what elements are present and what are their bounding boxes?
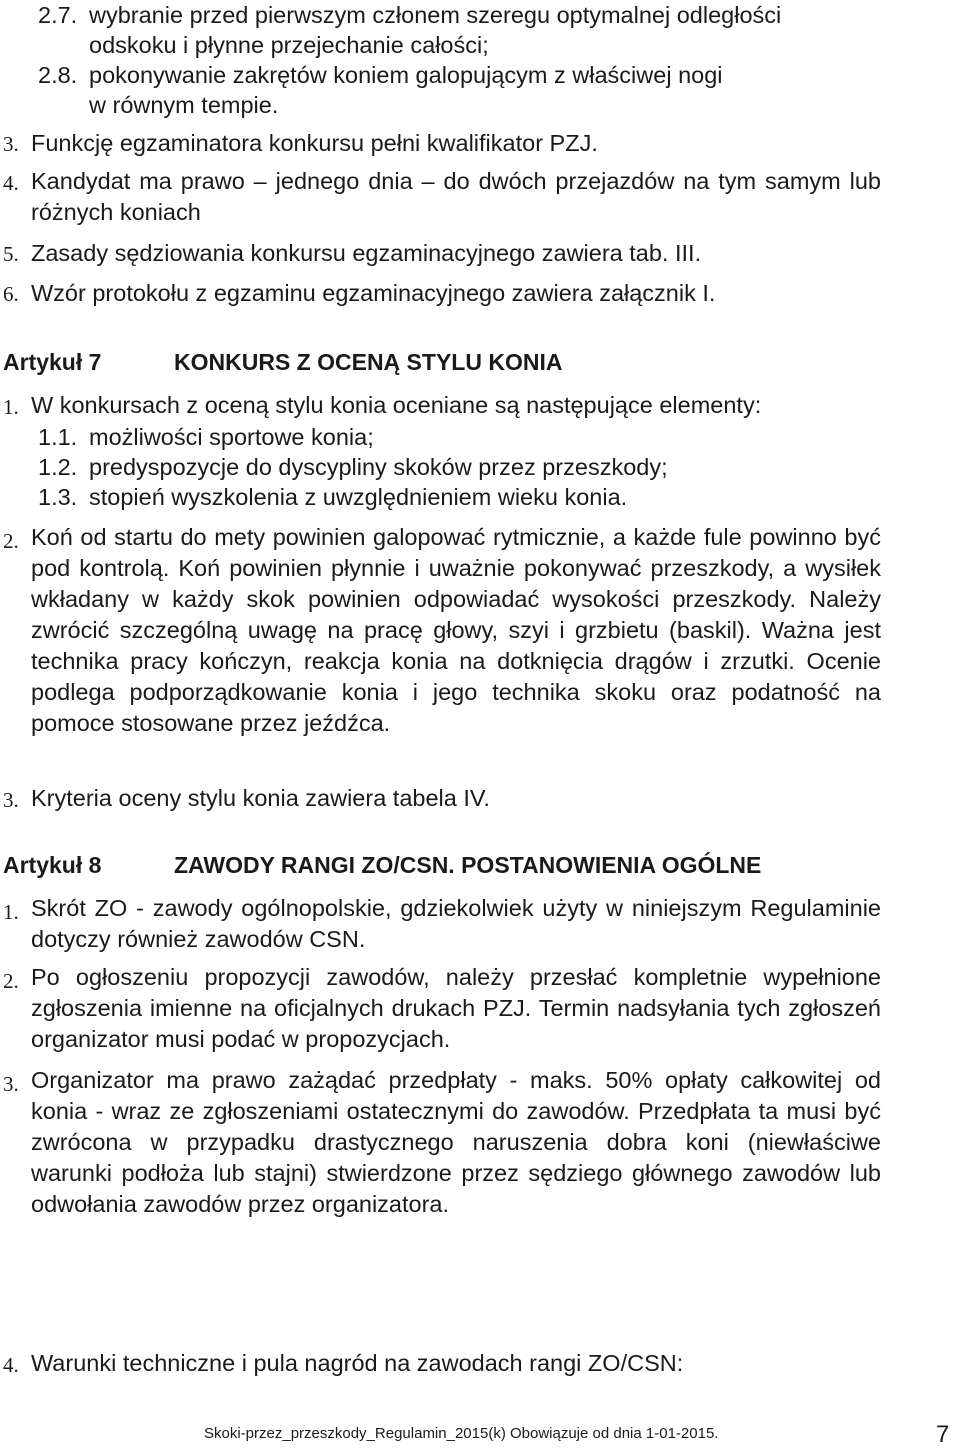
item-number: 3.: [3, 1072, 19, 1096]
item-text: możliwości sportowe konia;: [89, 424, 374, 450]
item-number: 3.: [3, 788, 19, 812]
page-footer: Skoki-przez_przeszkody_Regulamin_2015(k) Obowiązuje od dnia 1-01-2015.: [204, 1425, 719, 1442]
item-text-cont: w równym tempie.: [89, 92, 279, 118]
item-text: Funkcję egzaminatora konkursu pełni kwalifikator PZJ.: [31, 130, 598, 156]
item-number: 4.: [3, 171, 19, 195]
item-text: Skrót ZO - zawody ogólnopolskie, gdziekolwiek użyty w niniejszym Regulaminie dotyczy również zawodów CSN.: [31, 895, 881, 952]
item-text: Wzór protokołu z egzaminu egzaminacyjnego zawiera załącznik I.: [31, 280, 716, 306]
item-number: 4.: [3, 1353, 19, 1377]
item-text: Zasady sędziowania konkursu egzaminacyjnego zawiera tab. III.: [31, 240, 702, 266]
item-text: Warunki techniczne i pula nagród na zawodach rangi ZO/CSN:: [31, 1350, 684, 1376]
item-number: 2.8.: [38, 62, 78, 88]
item-text-cont: odskoku i płynne przejechanie całości;: [89, 32, 489, 58]
item-text: wybranie przed pierwszym członem szeregu optymalnej odległości: [89, 2, 782, 28]
item-number: 2.7.: [38, 2, 78, 28]
item-text: predyspozycje do dyscypliny skoków przez przeszkody;: [89, 454, 668, 480]
item-number: 6.: [3, 282, 19, 306]
article-title: KONKURS Z OCENĄ STYLU KONIA: [174, 349, 563, 375]
article-label: Artykuł 7: [3, 349, 102, 375]
item-number: 1.3.: [38, 484, 78, 510]
item-number: 1.1.: [38, 424, 78, 450]
item-number: 1.2.: [38, 454, 78, 480]
item-number: 2.: [3, 529, 19, 553]
item-text: stopień wyszkolenia z uwzględnieniem wieku konia.: [89, 484, 628, 510]
item-number: 5.: [3, 242, 19, 266]
item-text: Organizator ma prawo zażądać przedpłaty - maks. 50% opłaty całkowitej od konia - wraz ze zgłoszeniami ostatecznymi do zawodów. Przedpłata ta musi być zwrócona w przypadku drastycznego naruszenia dobra koni (niewłaściwe warunki podłoża lub stajni) stwierdzone przez sędziego głównego zawodów lub odwołania zawodów przez organizatora.: [31, 1067, 881, 1217]
item-number: 3.: [3, 132, 19, 156]
item-text: Koń od startu do mety powinien galopować rytmicznie, a każde fule powinno być pod kontrolą. Koń powinien płynnie i uważnie pokonywać przeszkody, a wysiłek wkładany w każdy skok powinien odpowiadać wysokości przeszkody. Należy zwrócić szczególną uwagę na pracę głowy, szyi i grzbietu (baskil). Ważna jest technika pracy kończyn, reakcja konia na dotknięcia drągów i zrzutki. Ocenie podlega podporządkowanie konia i jego technika skoku oraz podatność na pomoce stosowane przez jeźdźca.: [31, 524, 881, 736]
item-text: pokonywanie zakrętów koniem galopującym z właściwej nogi: [89, 62, 723, 88]
item-text: Kandydat ma prawo – jednego dnia – do dwóch przejazdów na tym samym lub różnych koniach: [31, 168, 881, 225]
item-number: 1.: [3, 395, 19, 419]
item-text: Po ogłoszeniu propozycji zawodów, należy przesłać kompletnie wypełnione zgłoszenia imienne na oficjalnych drukach PZJ. Termin nadsyłania tych zgłoszeń organizator musi podać w propozycjach.: [31, 964, 881, 1052]
page-number: 7: [936, 1421, 950, 1448]
item-number: 1.: [3, 900, 19, 924]
article-title: ZAWODY RANGI ZO/CSN. POSTANOWIENIA OGÓLNE: [174, 852, 762, 878]
item-number: 2.: [3, 969, 19, 993]
article-label: Artykuł 8: [3, 852, 102, 878]
item-text: Kryteria oceny stylu konia zawiera tabela IV.: [31, 785, 490, 811]
item-text: W konkursach z oceną stylu konia oceniane są następujące elementy:: [31, 392, 762, 418]
